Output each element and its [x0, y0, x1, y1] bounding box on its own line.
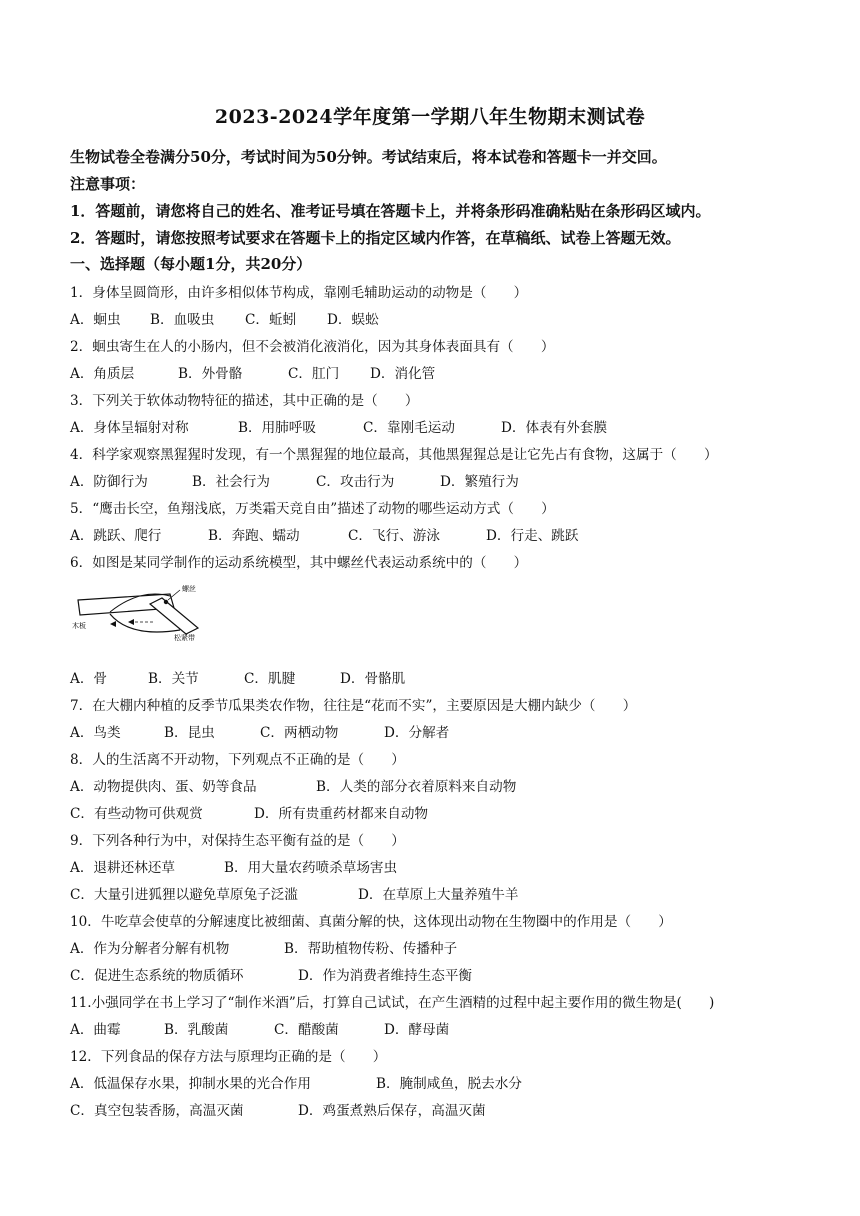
option-a: A．动物提供肉、蛋、奶等食品 [70, 779, 257, 795]
question-8-options-row-2 [70, 802, 830, 822]
question-5: 5．“鹰击长空，鱼翔浅底，万类霜天竞自由”描述了动物的哪些运动方式（ ） [70, 501, 555, 517]
option-d: D．行走、跳跃 [486, 528, 579, 544]
option-a: A．跳跃、爬行 [70, 528, 162, 544]
question-2: 2．蛔虫寄生在人的小肠内，但不会被消化液消化，因为其身体表面具有（ ） [70, 339, 555, 355]
question-10-options-row-1 [70, 937, 830, 957]
option-a: A．作为分解者分解有机物 [70, 941, 230, 957]
option-a: A．骨 [70, 671, 108, 687]
option-d: D．作为消费者维持生态平衡 [298, 968, 473, 984]
option-d: D．鸡蛋煮熟后保存，高温灭菌 [298, 1103, 486, 1119]
option-b: B．用肺呼吸 [238, 420, 316, 436]
option-b: B．乳酸菌 [164, 1022, 229, 1038]
question-4-options [70, 470, 830, 490]
option-c: C．大量引进狐狸以避免草原兔子泛滥 [70, 887, 298, 903]
question-12-options-row-2 [70, 1099, 830, 1119]
option-a: A．低温保存水果，抑制水果的光合作用 [70, 1076, 311, 1092]
lower-board [150, 598, 198, 634]
option-c: C．肌腱 [244, 671, 296, 687]
option-c: C．促进生态系统的物质循环 [70, 968, 244, 984]
option-c: C．攻击行为 [316, 474, 395, 490]
option-d: D．酵母菌 [384, 1022, 450, 1038]
question-9: 9．下列各种行为中，对保持生态平衡有益的是（ ） [70, 833, 405, 849]
option-b: B．关节 [148, 671, 199, 687]
option-a: A．退耕还林还草 [70, 860, 175, 876]
option-b: B．昆虫 [164, 725, 215, 741]
option-d: D．体表有外套膜 [501, 420, 608, 436]
option-d: D．在草原上大量养殖牛羊 [358, 887, 519, 903]
option-b: B．血吸虫 [150, 312, 215, 328]
arrow-left-icon [110, 621, 116, 627]
notes-heading: 注意事项： [70, 175, 146, 193]
question-3-options [70, 416, 830, 436]
question-12: 12．下列食品的保存方法与原理均正确的是（ ） [70, 1049, 387, 1065]
option-d: D．分解者 [384, 725, 450, 741]
option-d: D．骨骼肌 [340, 671, 406, 687]
option-c: C．靠刚毛运动 [363, 420, 455, 436]
question-4: 4．科学家观察黑猩猩时发现，有一个黑猩猩的地位最高，其他黑猩猩总是让它先占有食物，这属于（ ） [70, 447, 718, 463]
option-a: A．角质层 [70, 366, 135, 382]
option-d: D．消化管 [370, 366, 436, 382]
question-9-options-row-2 [70, 883, 830, 903]
label-board: 木板 [72, 622, 86, 630]
question-12-options-row-1 [70, 1072, 830, 1092]
question-7-options [70, 721, 830, 741]
question-11: 11.小强同学在书上学习了“制作米酒”后，打算自己试试，在产生酒精的过程中起主要作用的微生物是( ) [70, 995, 715, 1011]
option-b: B．腌制咸鱼，脱去水分 [376, 1076, 522, 1092]
option-c: C．肛门 [288, 366, 340, 382]
option-d: D．繁殖行为 [440, 474, 519, 490]
question-2-options [70, 362, 830, 382]
question-1-options [70, 308, 830, 328]
option-c: C．两栖动物 [260, 725, 339, 741]
option-a: A．蛔虫 [70, 312, 121, 328]
option-b: B．人类的部分衣着原料来自动物 [316, 779, 517, 795]
option-c: C．蚯蚓 [245, 312, 297, 328]
label-band: 松紧带 [174, 634, 195, 642]
label-screw: 螺丝 [182, 585, 196, 593]
question-9-options-row-1 [70, 856, 830, 876]
question-7: 7．在大棚内种植的反季节瓜果类农作物，往往是“花而不实”，主要原因是大棚内缺少（ ） [70, 698, 637, 714]
option-b: B．外骨骼 [178, 366, 243, 382]
question-1: 1．身体呈圆筒形，由许多相似体节构成，靠刚毛辅助运动的动物是（ ） [70, 285, 528, 301]
option-d: D．所有贵重药材都来自动物 [254, 806, 429, 822]
option-b: B．奔跑、蠕动 [208, 528, 300, 544]
question-10-options-row-2 [70, 964, 830, 984]
question-6: 6．如图是某同学制作的运动系统模型，其中螺丝代表运动系统中的（ ） [70, 555, 528, 571]
movement-system-model-diagram [70, 582, 210, 642]
option-c: C．飞行、游泳 [348, 528, 440, 544]
exam-intro: 生物试卷全卷满分50分，考试时间为50分钟。考试结束后，将本试卷和答题卡一并交回。 [70, 148, 667, 166]
option-a: A．身体呈辐射对称 [70, 420, 189, 436]
option-d: D．蜈蚣 [327, 312, 379, 328]
question-8: 8．人的生活离不开动物，下列观点不正确的是（ ） [70, 752, 405, 768]
option-c: C．有些动物可供观赏 [70, 806, 203, 822]
note-1: 1．答题前，请您将自己的姓名、准考证号填在答题卡上，并将条形码准确粘贴在条形码区域内。 [70, 202, 711, 220]
section-heading: 一、选择题（每小题1分，共20分） [70, 255, 312, 273]
note-2: 2．答题时，请您按照考试要求在答题卡上的指定区域内作答，在草稿纸、试卷上答题无效。 [70, 229, 681, 247]
screw-icon [164, 600, 168, 604]
option-c: C．醋酸菌 [274, 1022, 339, 1038]
question-3: 3．下列关于软体动物特征的描述，其中正确的是（ ） [70, 393, 419, 409]
option-b: B．帮助植物传粉、传播种子 [284, 941, 458, 957]
question-10: 10．牛吃草会使草的分解速度比被细菌、真菌分解的快，这体现出动物在生物圈中的作用是（ ） [70, 914, 672, 930]
option-c: C．真空包装香肠，高温灭菌 [70, 1103, 244, 1119]
question-5-options [70, 524, 830, 544]
option-a: A．鸟类 [70, 725, 121, 741]
question-8-options-row-1 [70, 775, 830, 795]
question-6-options [70, 667, 830, 687]
option-b: B．社会行为 [192, 474, 270, 490]
option-b: B．用大量农药喷杀草场害虫 [224, 860, 398, 876]
arrow-dashed-icon [128, 619, 134, 625]
option-a: A．曲霉 [70, 1022, 121, 1038]
option-a: A．防御行为 [70, 474, 148, 490]
question-11-options [70, 1018, 830, 1038]
page-title: 2023-2024学年度第一学期八年生物期末测试卷 [214, 106, 646, 128]
